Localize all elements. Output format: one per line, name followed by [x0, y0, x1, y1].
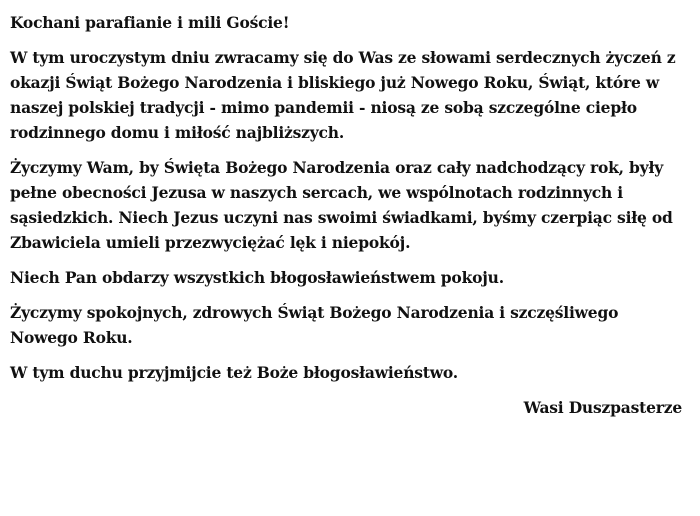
- letter-signature: Wasi Duszpasterze: [523, 398, 682, 417]
- letter-paragraph-blessing-accept: W tym duchu przyjmijcie też Boże błogosławieństwo.: [10, 363, 458, 382]
- letter-paragraph-wishes-holidays: Życzymy spokojnych, zdrowych Świąt Bożego Narodzenia i szczęśliwego Nowego Roku.: [10, 303, 619, 347]
- letter-paragraph-wishes-jesus: Życzymy Wam, by Święta Bożego Narodzenia oraz cały nadchodzący rok, były pełne obecności Jezusa w naszych sercach, we wspólnotach rodzinnych i sąsiedzkich. Niech Jezus uczyni nas swoimi świadkami, byśmy czerpiąc siłę od Zbawiciela umieli przezwyciężać lęk i niepokój.: [10, 158, 673, 252]
- letter-paragraph-blessing-peace: Niech Pan obdarzy wszystkich błogosławieństwem pokoju.: [10, 268, 504, 287]
- letter-paragraph-wishes-intro: W tym uroczystym dniu zwracamy się do Was ze słowami serdecznych życzeń z okazji Świąt Bożego Narodzenia i bliskiego już Nowego Roku, Świąt, które w naszej polskiej tradycji - mimo pandemii - niosą ze sobą szczególne ciepło rodzinnego domu i miłość najbliższych.: [10, 48, 676, 142]
- letter-greeting: Kochani parafianie i mili Goście!: [10, 13, 290, 32]
